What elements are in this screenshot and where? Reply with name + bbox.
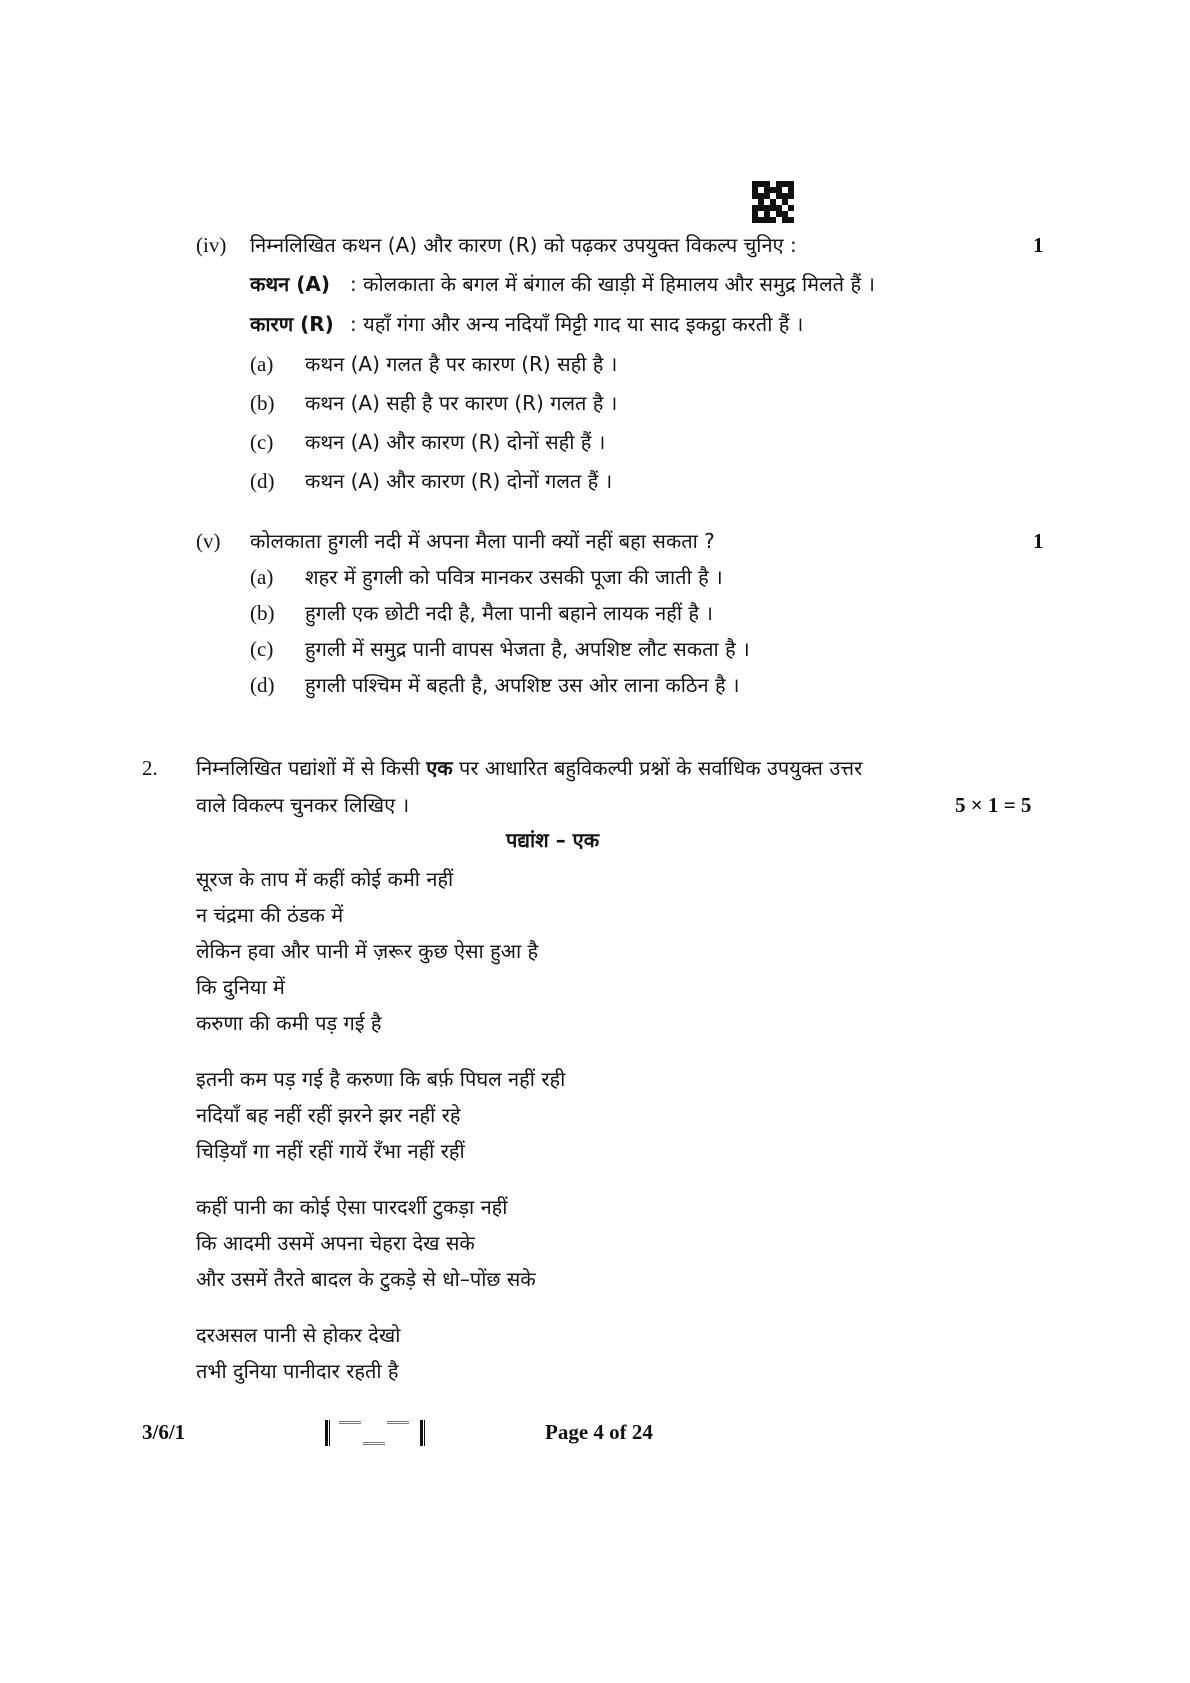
poem-line: इतनी कम पड़ गई है करुणा कि बर्फ़ पिघल नहीं रही: [196, 1067, 566, 1091]
option-label: (b): [250, 391, 275, 415]
poem-line: सूरज के ताप में कहीं कोई कमी नहीं: [196, 867, 454, 891]
option-text[interactable]: हुगली पश्चिम में बहती है, अपशिष्ट उस ओर लाना कठिन है ।: [305, 673, 740, 697]
poem-stanza: [196, 1189, 565, 1297]
poem-line: दरअसल पानी से होकर देखो: [196, 1323, 401, 1347]
paper-code: 3/6/1: [142, 1420, 186, 1444]
reason-text: : यहाँ गंगा और अन्य नदियाँ मिट्टी गाद या साद इकट्ठा करती हैं ।: [350, 312, 804, 336]
reason-label: कारण (R): [250, 312, 334, 336]
option-text[interactable]: कथन (A) और कारण (R) दोनों गलत हैं ।: [305, 469, 613, 493]
instruction-line-2: वाले विकल्प चुनकर लिखिए ।: [196, 793, 410, 817]
poem-line: कहीं पानी का कोई ऐसा पारदर्शी टुकड़ा नहीं: [196, 1195, 508, 1219]
option-text[interactable]: कथन (A) गलत है पर कारण (R) सही है ।: [305, 352, 618, 376]
poem-line: और उसमें तैरते बादल के टुकड़े से धो–पोंछ सके: [196, 1267, 536, 1291]
barcode-icon: [325, 1418, 425, 1448]
qr-code-icon: [752, 181, 794, 223]
poem-line: तभी दुनिया पानीदार रहती है: [196, 1359, 399, 1383]
option-label: (b): [250, 601, 275, 625]
option-label: (a): [250, 565, 274, 589]
option-text[interactable]: कथन (A) सही है पर कारण (R) गलत है ।: [305, 391, 618, 415]
option-text[interactable]: कथन (A) और कारण (R) दोनों सही हैं ।: [305, 430, 606, 454]
question-number: 2.: [142, 756, 158, 780]
part-prompt: निम्नलिखित कथन (A) और कारण (R) को पढ़कर उपयुक्त विकल्प चुनिए :: [250, 233, 797, 257]
assertion-text: : कोलकाता के बगल में बंगाल की खाड़ी में हिमालय और समुद्र मिलते हैं ।: [350, 272, 876, 296]
option-label: (c): [250, 430, 274, 454]
poem-line: नदियाँ बह नहीं रहीं झरने झर नहीं रहे: [196, 1103, 461, 1127]
poem-line: चिड़ियाँ गा नहीं रहीं गायें रँभा नहीं रहीं: [196, 1139, 465, 1163]
poem-stanza: [196, 861, 565, 1041]
marks: 1: [1033, 529, 1044, 553]
passage-heading: पद्यांश – एक: [506, 828, 600, 852]
part-number: (iv): [196, 233, 227, 257]
part-prompt: कोलकाता हुगली नदी में अपना मैला पानी क्यों नहीं बहा सकता ?: [250, 529, 715, 553]
option-label: (d): [250, 469, 275, 493]
poem-line: करुणा की कमी पड़ गई है: [196, 1011, 382, 1035]
poem-stanza: [196, 1061, 565, 1169]
poem-line: न चंद्रमा की ठंडक में: [196, 903, 344, 927]
instruction-text: निम्नलिखित पद्यांशों में से किसी: [196, 756, 427, 780]
poem-line: लेकिन हवा और पानी में ज़रूर कुछ ऐसा हुआ है: [196, 939, 539, 963]
option-text[interactable]: हुगली एक छोटी नदी है, मैला पानी बहाने लायक नहीं है ।: [305, 601, 713, 625]
instruction-emphasis: एक: [426, 756, 453, 780]
option-label: (c): [250, 637, 274, 661]
poem-line: कि दुनिया में: [196, 975, 285, 999]
option-text[interactable]: हुगली में समुद्र पानी वापस भेजता है, अपशिष्ट लौट सकता है ।: [305, 637, 750, 661]
poem: [196, 861, 565, 1409]
poem-line: कि आदमी उसमें अपना चेहरा देख सके: [196, 1231, 475, 1255]
option-label: (d): [250, 673, 275, 697]
option-label: (a): [250, 352, 274, 376]
instruction-text: पर आधारित बहुविकल्पी प्रश्नों के सर्वाधिक उपयुक्त उत्तर: [452, 756, 863, 780]
part-number: (v): [196, 529, 221, 553]
total-marks: 5 × 1 = 5: [955, 793, 1032, 817]
page-number: Page 4 of 24: [545, 1420, 653, 1444]
marks: 1: [1033, 233, 1044, 257]
instruction-line-1: [196, 756, 862, 780]
option-text[interactable]: शहर में हुगली को पवित्र मानकर उसकी पूजा की जाती है ।: [305, 565, 723, 589]
poem-stanza: [196, 1317, 565, 1389]
assertion-label: कथन (A): [250, 272, 330, 296]
